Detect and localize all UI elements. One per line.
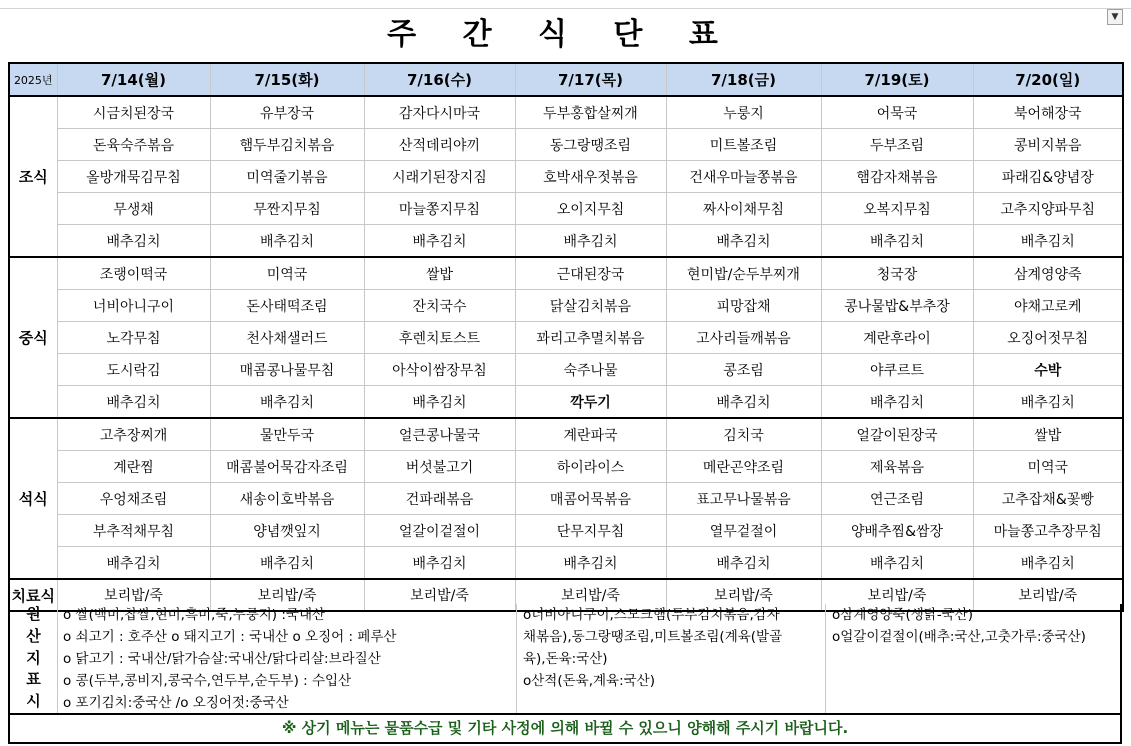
- origin-line: o 콩(두부,콩비지,콩국수,연두부,순두부) : 수입산: [63, 673, 352, 689]
- page-title: 주 간 식 단 표: [387, 17, 736, 52]
- menu-cell: 배추김치: [57, 547, 210, 580]
- menu-cell: 고추장찌개: [57, 418, 210, 451]
- menu-cell: 고추잡채&꽃빵: [973, 483, 1123, 515]
- menu-cell: 아삭이쌈장무침: [364, 354, 515, 386]
- menu-cell: 파래김&양념장: [973, 161, 1123, 193]
- breakfast-row: [9, 193, 1123, 225]
- menu-cell: 콩나물밥&부추장: [821, 290, 973, 322]
- menu-cell: 제육볶음: [821, 451, 973, 483]
- day-header-row: [9, 63, 1123, 96]
- menu-cell: 양배추찜&쌈장: [821, 515, 973, 547]
- origin-column-3: [826, 604, 1120, 713]
- therapy-cell: 보리밥/죽: [364, 579, 515, 611]
- menu-cell: 두부홍합살찌개: [515, 96, 666, 129]
- origin-line: o산적(돈육,계육:국산): [523, 673, 655, 689]
- menu-cell: 미역국: [210, 257, 364, 290]
- menu-cell: 계란찜: [57, 451, 210, 483]
- menu-cell: 동그랑땡조림: [515, 129, 666, 161]
- therapy-cell: 보리밥/죽: [515, 579, 666, 611]
- menu-cell: 배추김치: [364, 547, 515, 580]
- breakfast-row: [9, 161, 1123, 193]
- origin-line: o너비아니구이,스모크햄(두부김치볶음,감자: [523, 607, 780, 623]
- menu-cell: 버섯불고기: [364, 451, 515, 483]
- menu-cell: 산적데리야끼: [364, 129, 515, 161]
- lunch-label: 중식: [9, 257, 57, 418]
- origin-label: [10, 604, 58, 713]
- menu-cell: 물만두국: [210, 418, 364, 451]
- menu-cell: 누룽지: [666, 96, 821, 129]
- lunch-row: [9, 354, 1123, 386]
- lunch-row: [9, 322, 1123, 354]
- origin-line: o 포기김치:중국산 /o 오징어젓:중국산: [63, 695, 289, 711]
- breakfast-row: [9, 96, 1123, 129]
- menu-cell: 열무겉절이: [666, 515, 821, 547]
- dinner-row: [9, 418, 1123, 451]
- menu-cell: 새송이호박볶음: [210, 483, 364, 515]
- menu-cell: 유부장국: [210, 96, 364, 129]
- menu-table: [8, 62, 1124, 612]
- dinner-row: [9, 451, 1123, 483]
- menu-cell: 배추김치: [515, 547, 666, 580]
- origin-column-1: [57, 604, 517, 713]
- filter-dropdown-icon[interactable]: ▼: [1107, 9, 1123, 25]
- menu-cell: 마늘쫑고추장무침: [973, 515, 1123, 547]
- menu-cell: 건파래볶음: [364, 483, 515, 515]
- menu-cell: 피망잡채: [666, 290, 821, 322]
- lunch-row: [9, 257, 1123, 290]
- day-header: 7/15(화): [210, 63, 364, 96]
- menu-cell: 근대된장국: [515, 257, 666, 290]
- menu-cell: 계란파국: [515, 418, 666, 451]
- menu-cell: 두부조림: [821, 129, 973, 161]
- notice-banner: ※ 상기 메뉴는 물품수급 및 기타 사정에 의해 바뀔 수 있으니 양해해 주시기 바랍니다.: [8, 713, 1122, 744]
- breakfast-label: 조식: [9, 96, 57, 257]
- menu-cell: 깍두기: [515, 386, 666, 419]
- origin-line: 채볶음),동그랑땡조림,미트볼조림(계육(발골: [523, 629, 783, 645]
- menu-cell: 배추김치: [973, 547, 1123, 580]
- menu-cell: 마늘쫑지무침: [364, 193, 515, 225]
- menu-cell: 얼갈이된장국: [821, 418, 973, 451]
- menu-cell: 노각무침: [57, 322, 210, 354]
- menu-cell: 미역국: [973, 451, 1123, 483]
- menu-cell: 닭살김치볶음: [515, 290, 666, 322]
- menu-cell: 꽈리고추멸치볶음: [515, 322, 666, 354]
- menu-cell: 건새우마늘쫑볶음: [666, 161, 821, 193]
- menu-cell: 숙주나물: [515, 354, 666, 386]
- menu-cell: 무짠지무침: [210, 193, 364, 225]
- menu-cell: 배추김치: [57, 225, 210, 258]
- day-header: 7/19(토): [821, 63, 973, 96]
- menu-cell: 매콤어묵볶음: [515, 483, 666, 515]
- menu-cell: 너비아니구이: [57, 290, 210, 322]
- origin-section: [8, 604, 1122, 713]
- origin-line: o 쇠고기 : 호주산 o 돼지고기 : 국내산 o 오징어 : 페루산: [63, 629, 397, 645]
- menu-cell: 현미밥/순두부찌개: [666, 257, 821, 290]
- menu-cell: 무생채: [57, 193, 210, 225]
- menu-cell: 호박새우젓볶음: [515, 161, 666, 193]
- day-header: 7/14(월): [57, 63, 210, 96]
- menu-cell: 부추적채무침: [57, 515, 210, 547]
- therapy-cell: 보리밥/죽: [821, 579, 973, 611]
- menu-cell: 배추김치: [821, 547, 973, 580]
- dinner-label: 석식: [9, 418, 57, 579]
- year-cell: 2025년: [9, 63, 57, 96]
- menu-cell: 삼계영양죽: [973, 257, 1123, 290]
- menu-cell: 야쿠르트: [821, 354, 973, 386]
- menu-cell: 북어해장국: [973, 96, 1123, 129]
- menu-cell: 돈육숙주볶음: [57, 129, 210, 161]
- menu-cell: 미역줄기볶음: [210, 161, 364, 193]
- origin-line: o얼갈이겉절이(배추:국산,고춧가루:중국산): [832, 629, 1086, 645]
- menu-cell: 천사채샐러드: [210, 322, 364, 354]
- menu-cell: 햄감자채볶음: [821, 161, 973, 193]
- menu-cell: 수박: [973, 354, 1123, 386]
- therapy-cell: 보리밥/죽: [57, 579, 210, 611]
- origin-label-char: 표: [26, 670, 41, 689]
- menu-cell: 고사리들깨볶음: [666, 322, 821, 354]
- dinner-row: [9, 515, 1123, 547]
- menu-cell: 배추김치: [210, 386, 364, 419]
- origin-line: 육),돈육:국산): [523, 651, 608, 667]
- menu-cell: 하이라이스: [515, 451, 666, 483]
- menu-cell: 배추김치: [515, 225, 666, 258]
- origin-label-char: 산: [26, 626, 41, 645]
- menu-cell: 배추김치: [973, 386, 1123, 419]
- menu-cell: 감자다시마국: [364, 96, 515, 129]
- origin-label-char: 지: [26, 648, 41, 667]
- menu-cell: 표고무나물볶음: [666, 483, 821, 515]
- breakfast-row: [9, 129, 1123, 161]
- therapy-cell: 보리밥/죽: [210, 579, 364, 611]
- menu-cell: 매콤불어묵감자조림: [210, 451, 364, 483]
- menu-cell: 얼갈이겉절이: [364, 515, 515, 547]
- menu-cell: 어묵국: [821, 96, 973, 129]
- menu-cell: 배추김치: [666, 386, 821, 419]
- menu-cell: 배추김치: [210, 225, 364, 258]
- day-header: 7/18(금): [666, 63, 821, 96]
- menu-cell: 올방개묵김무침: [57, 161, 210, 193]
- therapy-cell: 보리밥/죽: [973, 579, 1123, 611]
- menu-cell: 오징어젓무침: [973, 322, 1123, 354]
- menu-cell: 시래기된장지짐: [364, 161, 515, 193]
- menu-cell: 야채고로케: [973, 290, 1123, 322]
- menu-cell: 계란후라이: [821, 322, 973, 354]
- menu-cell: 콩비지볶음: [973, 129, 1123, 161]
- menu-cell: 단무지무침: [515, 515, 666, 547]
- menu-cell: 배추김치: [821, 386, 973, 419]
- menu-cell: 도시락김: [57, 354, 210, 386]
- menu-cell: 얼큰콩나물국: [364, 418, 515, 451]
- menu-cell: 우엉채조림: [57, 483, 210, 515]
- menu-cell: 배추김치: [821, 225, 973, 258]
- menu-cell: 배추김치: [364, 225, 515, 258]
- menu-cell: 청국장: [821, 257, 973, 290]
- menu-cell: 시금치된장국: [57, 96, 210, 129]
- origin-line: o 닭고기 : 국내산/닭가슴살:국내산/닭다리살:브라질산: [63, 651, 381, 667]
- day-header: 7/20(일): [973, 63, 1123, 96]
- menu-cell: 잔치국수: [364, 290, 515, 322]
- menu-cell: 콩조림: [666, 354, 821, 386]
- origin-line: o 쌀(백미,찹쌀,현미,흑미,죽,누룽지) :국내산: [63, 607, 326, 623]
- menu-cell: 배추김치: [973, 225, 1123, 258]
- menu-cell: 메란곤약조림: [666, 451, 821, 483]
- menu-cell: 배추김치: [666, 547, 821, 580]
- menu-cell: 매콤콩나물무침: [210, 354, 364, 386]
- menu-cell: 돈사태떡조림: [210, 290, 364, 322]
- menu-cell: 햄두부김치볶음: [210, 129, 364, 161]
- origin-line: o삼계영양죽(생닭-국산): [832, 607, 974, 623]
- menu-cell: 후렌치토스트: [364, 322, 515, 354]
- therapy-cell: 보리밥/죽: [666, 579, 821, 611]
- menu-cell: 배추김치: [666, 225, 821, 258]
- menu-cell: 오이지무침: [515, 193, 666, 225]
- menu-cell: 고추지양파무침: [973, 193, 1123, 225]
- origin-label-char: 원: [26, 605, 41, 623]
- menu-cell: 미트볼조림: [666, 129, 821, 161]
- dinner-row: [9, 483, 1123, 515]
- day-header: 7/17(목): [515, 63, 666, 96]
- dinner-row: [9, 547, 1123, 580]
- lunch-row: [9, 386, 1123, 419]
- menu-cell: 짜사이채무침: [666, 193, 821, 225]
- menu-cell: 조랭이떡국: [57, 257, 210, 290]
- menu-cell: 쌀밥: [973, 418, 1123, 451]
- menu-cell: 배추김치: [364, 386, 515, 419]
- menu-cell: 배추김치: [57, 386, 210, 419]
- origin-label-char: 시: [26, 692, 41, 711]
- menu-cell: 오복지무침: [821, 193, 973, 225]
- menu-cell: 양념깻잎지: [210, 515, 364, 547]
- day-header: 7/16(수): [364, 63, 515, 96]
- menu-cell: 연근조림: [821, 483, 973, 515]
- lunch-row: [9, 290, 1123, 322]
- menu-cell: 김치국: [666, 418, 821, 451]
- origin-column-2: [517, 604, 826, 713]
- menu-cell: 배추김치: [210, 547, 364, 580]
- menu-cell: 쌀밥: [364, 257, 515, 290]
- therapy-label: 치료식: [9, 579, 57, 611]
- breakfast-row: [9, 225, 1123, 258]
